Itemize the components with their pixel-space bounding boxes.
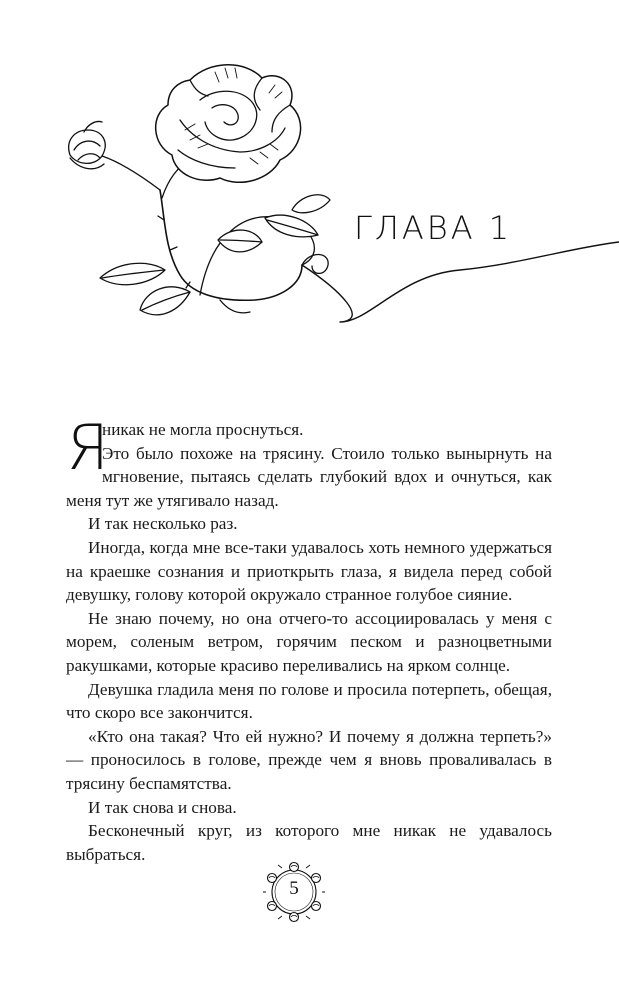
rose-illustration xyxy=(40,60,619,350)
drop-cap: Я xyxy=(66,411,110,484)
page-number: 5 xyxy=(289,878,299,899)
paragraph-2: И так несколько раз. xyxy=(88,514,238,534)
paragraph-6: «Кто она такая? Что ей нужно? И почему я должна терпеть?» — проносилось в голове, прежде чем я вновь проваливалась в трясину беспамятства. xyxy=(66,726,552,793)
paragraph-5: Девушка гладила меня по голове и просила потерпеть, обещая, что скоро все закончится. xyxy=(66,679,552,723)
first-paragraph-rest: Это было похоже на трясину. Стоило только вынырнуть на мгновение, пытаясь сделать глубокий вдох и очнуться, как меня тут же утягивало назад. xyxy=(66,443,552,510)
chapter-title: ГЛАВА 1 xyxy=(354,209,513,247)
rose-bud xyxy=(69,121,160,190)
paragraph-3: Иногда, когда мне все-таки удавалось хоть немного удержаться на краешке сознания и приоткрыть глаза, я видела перед собой девушку, голову которой окружало странное голубое сияние. xyxy=(66,537,552,605)
paragraph-4: Не знаю почему, но она отчего-то ассоциировалась у меня с морем, соленым ветром, горячим песком и разноцветными ракушками, которые красиво переливались на ярком солнце. xyxy=(66,608,552,675)
paragraph-8: Бесконечный круг, из которого мне никак не удавалось выбраться. xyxy=(66,821,552,864)
stem-spiral xyxy=(302,254,328,273)
paragraph-1 xyxy=(66,411,552,512)
first-line: никак не могла проснуться. xyxy=(102,420,304,439)
rose-bloom xyxy=(156,65,301,183)
flourish-line xyxy=(302,242,619,322)
paragraph-7: И так снова и снова. xyxy=(88,797,237,817)
page-number-frame xyxy=(258,856,330,928)
chapter-body xyxy=(66,411,552,866)
